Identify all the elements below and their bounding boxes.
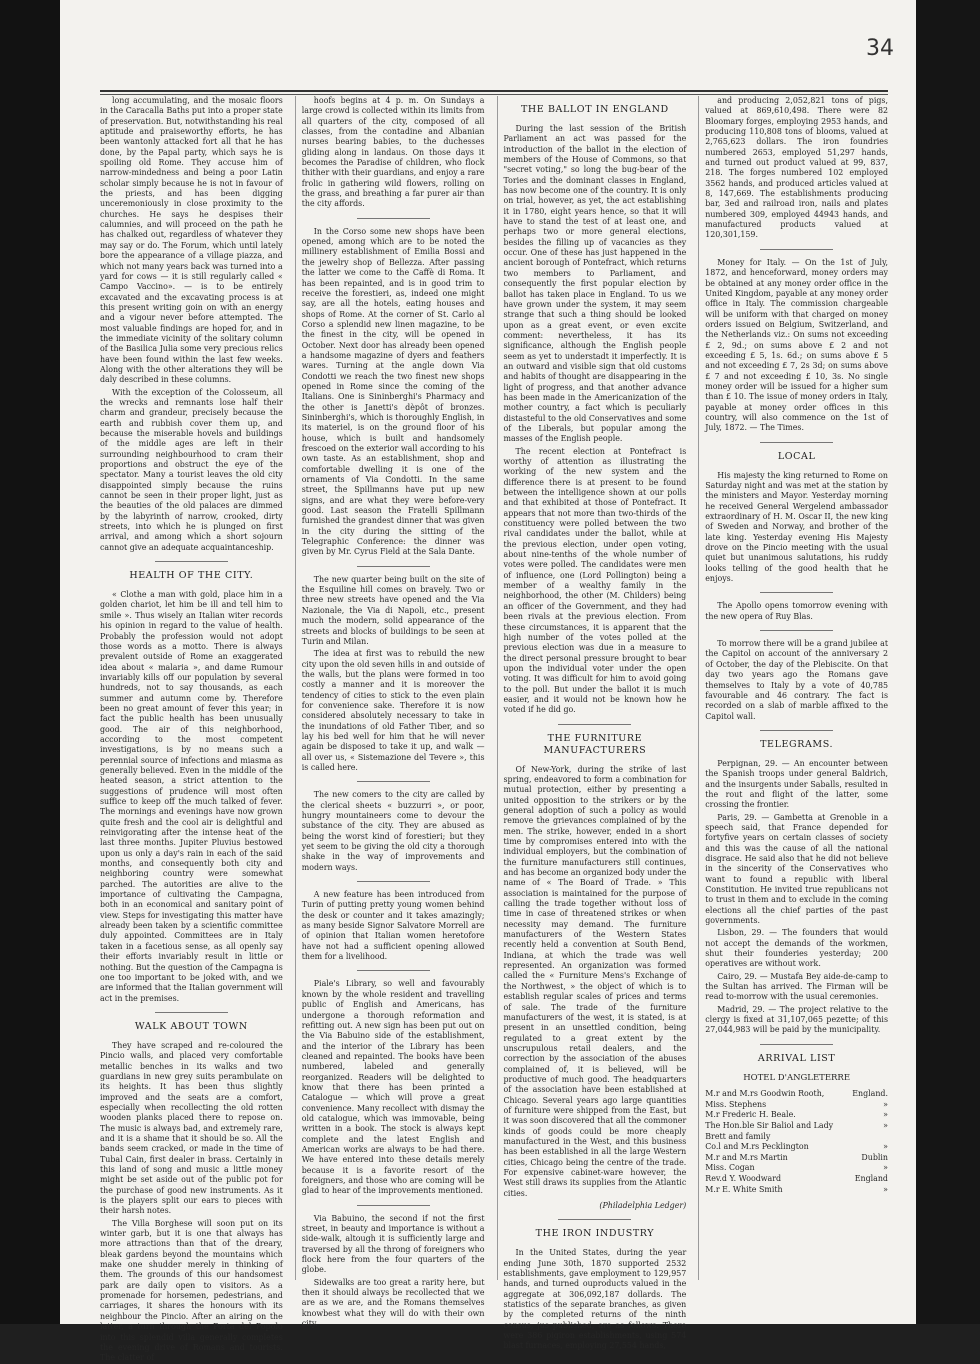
article-paragraph: Via Babuino, the second if not the first street, in beauty and importance is without a side-walk, altough it is sufficiently large and traversed by all the throng of foreigners who flock here from the four quarters of the globe. [301,1213,485,1275]
guest-origin: England [854,1173,888,1183]
telegram-paragraph: Lisbon, 29. — The founders that would not accept the demands of the workmen, shut their founderies yesterday; 200 operatives are without work. [705,928,888,969]
article-paragraph: His majesty the king returned to Rome on Saturday night and was met at the station by the ministers and Mayor. Yesterday morning he received General Wergelend ambassador extraordinary of H. M. Oscar II, the new king of Sweden and Norway, and brother of the late king. Yesterday evening His Majesty drove on the Pincio meeting with the usual quiet but unanimous salutations, his ruddy looks telling of the good health that he enjoys. [705,470,888,584]
article-paragraph: Of New-York, during the strike of last spring, endeavored to form a combination for mutual protection, either by presenting a united opposition to the strikers or by the general adoption of such a policy as would remove the grievances complained of by the men. The strike, however, ended in a short time by compromises entered into with the individual employers, but the combination of the furniture manufacturers still continues, and has become an organized body under the name of « The Board of Trade. » This association is maintained for the purpose of calling the trade together without loss of time in case of threatened strikes or when necessity may demand. The furniture manufacturers of the Western States recently held a convention at South Bend, Indiana, at which the trade was well represented. An organization was formed called the « Furniture Mens's Exchange of the Northwest, » the object of which is to establish regular scales of prices and terms of sale. The trade of the furniture manufacturers of the west, it is stated, is at present in an unsettled condition, being regulated to a great extent by the unscrupulous retail dealers, and the correction by the association of the abuses complained of, it is believed, will be productive of much good. The headquarters of the association have been established at Chicago. Several years ago large quantities of furniture were shipped from the East, but it was soon discovered that all the commoner kinds of goods could be more cheaply manufactured in the West, and this business has been established in all the large Western cities, Chicago being the centre of the trade. For expensive cabinet-ware however, the West still draws its supplies from the Atlantic cities. [503,764,687,1198]
section-heading-ballot: THE BALLOT IN ENGLAND [520,104,669,115]
divider [155,1012,228,1013]
section-heading-health: HEALTH OF THE CITY. [129,570,254,582]
section-heading-local: LOCAL [777,450,816,462]
arrival-row [705,1110,888,1121]
guest-origin: » [883,1120,888,1130]
section-heading-walk: WALK ABOUT TOWN [134,1020,248,1032]
guest-name: Rev.d Y. Woodward [705,1173,782,1183]
guest-name: Co.l and M.rs Pecklington [705,1142,809,1152]
divider [760,630,833,631]
guest-name: Miss. Cogan [705,1163,755,1173]
column-3 [497,96,687,1351]
divider [357,881,430,882]
article-paragraph: In the United States, during the year ending June 30th, 1870 supported 2532 establishments, gave employment to 129,957 hands, and turned ouproducts valued in the aggregate at 306,092,187 dollards. The statistics of the separate branches, as given by the completed returns of the ninth census, jus published, are as follows. There were 386 pigiron establishments, using 574 blast furnaces, employing 27,554 hands, [503,1248,687,1351]
guest-origin: England. [852,1089,888,1099]
arrival-row [705,1153,888,1164]
arrival-row [705,1174,888,1185]
article-paragraph: « Clothe a man with gold, place him in a golden chariot, let him be ill and tell him to smile ». Thus wisely an Italian witer records his opinion in regard to the value of health. Probably the profession would not adopt those words as a motto. There is always prevalent outside of Rome an exaggerated idea about « malaria », and dame Rumour invariably kills off our population by several hundreds, not to say thousands, as each summer and autumn come by. Therefore been no great amount of fever this year; in fact the public health has been unusually good. The air of this neighborhood, according to the most competent investigations, is by no means such a perennial source of infections and miasma as generally believed. Even in the middle of the heated season, a strict attention to the suggestions of prudence will most often suffice to keep off the much talked of fever. The mornings and evenings have now grown quite fresh and the cool air is delightful and reinvigorating after the intense heat of the last three months. Jupiter Pluvius bestowed upon us only a day's rain in each of the said months, and consequently both city and neighboring country were somewhat parched. The autorities are alive to the importance of cultivating the Campagna, both in an economical and sanitary point of view. Steps for investigating this matter have already been taken by a scientific committee duly appointed. Committees are in Italy taken in a facetious sense, as all openly say their efforts invariably result in little or nothing. But the question of the Campagna is one too important to be joked with, and we are informed that the Italian government will act in the premises. [100,590,283,1003]
article-paragraph: and producing 2,052,821 tons of pigs, valued at 869,610,498. There were 82 Bloomary forges, employing 2953 hands, and producing 110,808 tons of blooms, valued at 2,765,623 dollars. The iron foundries numbered 2653, employed 51,297 hands, and turned out product valued at 99, 837, 218. The forges numbered 102 employed 3562 hands, and produced articles valued at 8, 147,669. The establishments producing bar, 3ed and railroad iron, nails and plates numbered 309, employed 44943 hands, and manufactured products valued at 120,301,159. [705,96,888,240]
article-paragraph: A new feature has been introduced from Turin of putting pretty young women behind the desk or counter and it takes amazingly; as many beside Signor Salvatore Morrell are of opinion that Italian women heretofore have not had a sufficient opening allowed them for a livelihood. [301,890,485,962]
divider [760,249,833,250]
right-scan-margin [916,0,980,1324]
arrival-row [705,1185,888,1196]
article-paragraph: The new quarter being built on the site of the Esquiline hill comes on bravely. Two or three new streets have opened and the Via Nazionale, the Via di Napoli, etc., present much the modern, solid appearance of the streets and blocks of buildings to be seen at Turin and Milan. [301,574,485,646]
article-paragraph: The Apollo opens tomorrow evening with the new opera of Ruy Blas. [705,601,888,621]
divider [357,218,430,219]
telegram-paragraph: Madrid, 29. — The project relative to the clergy is fixed at 31,107,065 pezette; of this 27,044,983 will be paid by the municipality. [705,1004,888,1035]
arrival-list [705,1089,888,1195]
column-1 [100,96,283,1363]
arrival-row [705,1132,888,1143]
article-paragraph: They have scraped and re-coloured the Pincio walls, and placed very comfortable metallic benches in its walks and two guardians in new grey suits perambulate on its heights. It has been thus slightly improved and the seats are a comfort, especially when recollecting the old rotten wooden planks placed there to repose on. The music is always bad, and extremely rare, and it is a shame that it should be so. All the bands seem cracked, or made in the time of Tubal Cain, first dealer in brass. Certainly in this land of song and music a little money might be set aside out of the public pot for the purchase of good new instruments. As it is the players split our ears to pieces with their harsh notes. [100,1040,283,1216]
article-paragraph: The recent election at Pontefract is worthy of attention as illustrating the working of the new system and the difference there is at present to be found between the intelligence shown at our polls and that exhibited at those of Pontefract. It appears that not more than two-thirds of the constituency were polled between the two rival candidates under the ballot, while at the previous election, under open voting, about nine-tenths of the whole number of votes were polled. The candidates were men of influence, one (Lord Pollington) being a member of a wealthy family in the neighborhood, the other (M. Childers) being an officer of the Government, and they had been rivals at the previous election. From these circumstances, it is apparent that the high number of the votes polled at the previous election was due in a measure to the direct personal pressure brought to bear upon the individual voter under the open voting. It was difficult for him to avoid going to the poll. But under the ballot it is much easier, and it would not be known how he voted if he did go. [503,446,687,715]
header-rule [100,90,888,92]
guest-origin: » [883,1099,888,1109]
column-4 [698,96,888,1280]
arrival-row [705,1100,888,1111]
divider [760,730,833,731]
column-2 [295,96,485,1329]
section-heading-iron: THE IRON INDUSTRY [535,1228,655,1240]
guest-name: M.r Frederic H. Beale. [705,1110,796,1120]
divider [558,1219,631,1220]
arrival-row [705,1163,888,1174]
guest-origin: » [883,1142,888,1152]
section-heading-telegrams: TELEGRAMS. [760,738,834,750]
columns [100,96,888,1363]
divider [155,561,228,562]
article-paragraph: With the exception of the Colosseum, all the wrecks and remnants lose half their charm and grandeur, precisely because the earth and rubbish cover them up, and because the miserable hovels and buildings of the middle ages are left in their surrounding neighbourhood to cram their proportions and obstruct the eye of the spectator. Many a tourist leaves the old city disappointed simply because the ruins cannot be seen in their proper light, just as the beauties of the old palaces are dimmed by the labyrinth of narrow, crooked, dirty streets, into which he is plunged on first arrival, and among which a short sojourn cannot give an adequate acquaintanceship. [100,387,283,552]
arrival-row [705,1089,888,1100]
guest-name: Miss. Stephens [705,1099,767,1109]
guest-origin: » [883,1184,888,1194]
telegram-paragraph: Paris, 29. — Gambetta at Grenoble in a speech said, that France depended for fortyfive years on certain classes of society and this was the cause of all the national disgrace. He said also that he did not believe in the sincerity of the Conservatives who want to found a republic with liberal Constitution. He invited true republicans not to trust in them and to exclude in the coming elections all the chief parties of the past governments. [705,812,888,926]
article-paragraph: In the Corso some new shops have been opened, among which are to be noted the millinery establishment of Emilia Bossi and the jewelry shop of Bellezza. After passing the latter we come to the Caffè di Roma. It has been repainted, and is in good trim to receive the forestieri, as, indeed one might say, are all the hotels, eating houses and shops of Rome. At the corner of St. Carlo al Corso a splendid new linen magazine, to be the finest in the city, will be opened in October. Next door has already been opened a handsome magazine of dyers and feathers wares. Turning at the angle down Via Condotti we reach the two finest new shops opened in Rome since the coming of the Italians. One is Sininberghi's Pharmacy and the other is Janetti's dèpôt of bronzes. Sininberghi's, which is thoroughly English, in its materiel, is on the ground floor of his house, which is built and handsomely frescoed on the exterior wall according to his own taste. As an establishment, shop and comfortable dwelling it is one of the ornaments of Via Condotti. In the same street, the Spillmanns have put up new signs, and are what they were before-very good. Last season the Fratelli Spillmann furnished the grandest dinner that was given in the city during the sitting of the Telegraphic Conference: the dinner was given by Mr. Cyrus Field at the Sala Dante. [301,226,485,557]
article-paragraph: Sidewalks are too great a rarity here, but then it should always be recollected that we are as we are, and the Romans themselves knowbest what they will do with their own city. [301,1277,485,1329]
article-paragraph: hoofs begins at 4 p. m. On Sundays a large crowd is collected within its limits from all quarters of the city, composed of all classes, from the contadine and Albanian nurses bearing babies, to the duchesses gliding along in landaus. On those days it becomes the Paradise of children, who flock thither with their guardians, and enjoy a rare frolic in gathering wild flowers, rolling on the grass, and breathing a far purer air than the city affords. [301,96,485,209]
article-paragraph: The idea at first was to rebuild the new city upon the old seven hills in and outside of the walls, but the plans were formed in too costly a manner and it is moreover the tendency of cities to stick to the even plain for convenience sake. Therefore it is now considered absolutely necessary to take in the inundations of old Father Tiber, and so lay his bed well for him that he will never again be disposed to take it up, and walk — all over us, « Sistemazione del Tevere », this is called here. [301,649,485,772]
divider [760,1044,833,1045]
guest-name: M.r E. White Smith [705,1184,783,1194]
hotel-name: HOTEL D'ANGLETERRE [743,1072,851,1083]
divider [357,781,430,782]
section-heading-furniture: THE FURNITURE MANUFACTURERS [543,732,647,756]
arrival-row [705,1142,888,1153]
guest-origin: Dublin [861,1152,888,1162]
guest-name: M.r and M.rs Martin [705,1152,788,1162]
divider [357,970,430,971]
divider [357,1205,430,1206]
telegram-paragraph: Cairo, 29. — Mustafa Bey aide-de-camp to the Sultan has arrived. The Firman will be read to-morrow with the usual ceremonies. [705,971,888,1002]
guest-name: M.r and M.rs Goodwin Rooth, [705,1089,825,1099]
guest-origin: » [883,1163,888,1173]
divider [357,566,430,567]
article-paragraph: Piale's Library, so well and favourably known by the whole resident and travelling public of English and Americans, has undergone a thorough reformation and refitting out. A new sign has been put out on the Via Babuino side of the establishment, and the interior of the Library has been cleaned and repainted. The books have been numbered, labeled and generally reorganized. Readers will be delighted to know that there has been printed a Catalogue — which will prove a great convenience. Many recollect with dismay the old catalogue, which was immovable, being written in a book. The stock is always kept complete and the latest English and American works are always to be had there. We have entered into these details merely because it is a favorite resort of the foreigners, and those who are coming will be glad to hear of the improvements mentioned. [301,979,485,1196]
article-paragraph: During the last session of the British Parliament an act was passed for the introduction of the ballot in the election of members of the House of Commons, so that "secret voting," so long the bug-bear of the Tories and the dominant classes in England, has now become one of the country. It is only on trial, however, as yet, the act establishing it in 1780, eight years hence, so that it will have to stand the test of at least one, and perhaps two or more general elections, besides the filling up of vacancies as they occur. One of these has just happened in the ancient borough of Pontefract, which returns two members to Parliament, and consequently the first popular election by ballot has taken place in England. To us we have grown under the system, it may seem strange that such a thing should be looked upon as a great event, or even excite comment: nevertheless, it has its significance, although the English people seem as yet to understadt it imperfectly. It is an outward and visible sign that old customs and habits of thought are disappearing in the light of progress, and that another advance has been made in the Americanization of the mother country, a fact which is peculiarly distasteful to the old Conservatives and some of the Liberals, but popular among the masses of the English people. [503,124,687,444]
source-attribution: (Philadelphia Ledger) [599,1201,687,1211]
article-paragraph: long accumulating, and the mosaic floors in the Caracalla Baths put into a proper state of preservation. But, notwithstanding his real aptitude and praiseworthy efforts, he has been wantonly attacked fort all that he has done, by the Papal party, which says he is spoiling old Rome. They accuse him of narrow-mindedness and being a poor Latin scholar simply because he is not in favour of the priests, and has been digging unceremoniously in close proximity to the churches. He says he despises their calumnies, and will proceed on the path he has chalked out, regardless of whatever they may say or do. The Forum, which until lately bore the appearance of a village piazza, and which not many years back was turned into a yard for cows — it is still regularly called « Campo Vaccino». — is to be entirely excavated and the excavating process is at this present writing goin on with an energy and a vigour never before attempted. The most valuable findings are hoped for, and in the immediate vicinity of the solitary column of the Basilica Julia some very precious relics have been found within the last few weeks. Along with the other alterations they will be daly described in these columns. [100,96,283,385]
guest-origin [834,1132,888,1143]
telegram-paragraph: Perpignan, 29. — An encounter between the Spanish troops under general Baldrich, and the insurgents under Saballs, resulted in the rout and flight of the latter, some crossing the frontier. [705,758,888,810]
section-heading-arrivals: ARRIVAL LIST [757,1052,836,1064]
newspaper-page [60,0,916,1363]
divider [760,442,833,443]
header-rule-thin [100,94,888,95]
article-paragraph: The Villa Borghese will soon put on its winter garb, but it is one that always has more attractions than that of the dreary, bleak gardens beyond the mountains which make one shudder merely in thinking of them. The grounds of this our handsomest park are daily open to visitors. As a promenade for horsemen, pedestrians, and carriages, it shares the honours with its neighbour the Pincio. After an airing on the latter, a turn through the Porta del Popolo into this splendid villa generally completes the evening drive of Romans and tourists. The clatter of [100,1218,283,1363]
guest-name: The Hon.ble Sir Baliol and Lady [705,1120,834,1130]
divider [760,592,833,593]
article-paragraph: Money for Italy. — On the 1st of July, 1872, and henceforward, money orders may be obtained at any money order office in the United Kingdom, payable at any money order office in Italy. The commission chargeable will be uniform with that charged on money orders issued on Belgium, Switzerland, and the Netherlands viz.: On sums not exceeding £ 2, 9d.; on sums above £ 2 and not exceeding £ 5, 1s. 6d.; on sums above £ 5 and not exceeding £ 7, 2s 3d; on sums above £ 7 and not exceeding £ 10, 3s. No single money order will be issued for a higher sum than £ 10. The issue of money orders in Italy, payable at money order offices in this country, will also commence on the 1st of July, 1872. — The Times. [705,257,888,433]
divider [558,724,631,725]
guest-name: Brett and family [705,1131,771,1141]
page-number: 34 [866,36,894,61]
guest-origin: » [883,1110,888,1120]
article-paragraph: The new comers to the city are called by the clerical sheets « buzzurri », or poor, hungry mountaineers come to devour the substance of the city. They are abused as being the worst kind of forestieri; but they yet seem to be giving the old city a thorough shake in the way of improvements and modern ways. [301,790,485,872]
article-paragraph: To morrow there will be a grand jubilee at the Capitol on account of the anniversary 2 of October, the day of the Plebiscite. On that day two years ago the Romans gave themselves to Italy by a vote of 40,785 favourable and 46 contrary. The fact is recorded on a slab of marble affixed to the Capitol wall. [705,639,888,721]
arrival-row [705,1121,888,1132]
left-scan-margin [0,0,60,1324]
